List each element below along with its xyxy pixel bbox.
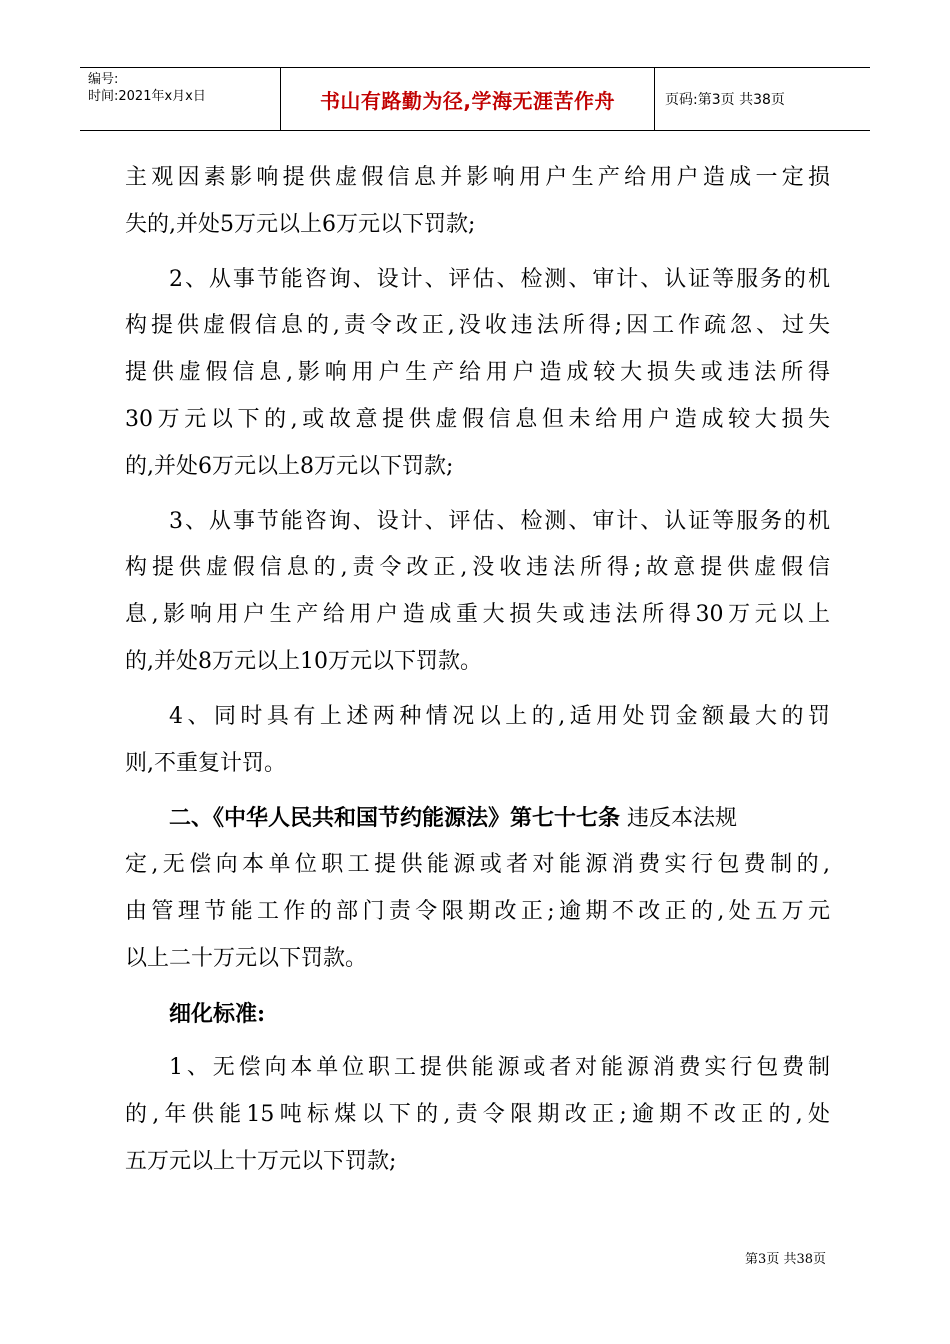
page-header (80, 67, 870, 131)
page-footer-number: 第3页 共38页 (745, 1252, 826, 1267)
header-motto: 书山有路勤为径,学海无涯苦作舟 (281, 68, 655, 130)
article-heading: 二、《中华人民共和国节约能源法》第七十七条 (169, 805, 621, 832)
body-line: 息,影响用户生产给用户造成重大损失或违法所得30万元以上 (125, 602, 830, 628)
header-meta (80, 68, 281, 130)
header-page-number: 页码:第3页 共38页 (665, 92, 785, 108)
document-date-label: 时间:2021年x月x日 (88, 89, 206, 104)
body-line: 定,无偿向本单位职工提供能源或者对能源消费实行包费制的, (125, 852, 830, 878)
body-line: 4、同时具有上述两种情况以上的,适用处罚金额最大的罚 (169, 703, 830, 729)
article-heading-line (125, 795, 830, 842)
document-body (125, 155, 830, 1186)
section-heading: 细化标准: (169, 1000, 266, 1027)
body-line: 五万元以上十万元以下罚款; (125, 1148, 397, 1174)
body-line: 则,不重复计罚。 (125, 750, 286, 776)
body-line: 构提供虚假信息的,责令改正,没收违法所得;故意提供虚假信 (125, 555, 830, 581)
document-number-label: 编号: (88, 72, 119, 87)
body-line: 构提供虚假信息的,责令改正,没收违法所得;因工作疏忽、过失 (125, 313, 830, 339)
body-line: 的,并处6万元以上8万元以下罚款; (125, 453, 454, 479)
body-line: 提供虚假信息,影响用户生产给用户造成较大损失或违法所得 (125, 360, 830, 386)
body-line: 3、从事节能咨询、设计、评估、检测、审计、认证等服务的机 (169, 508, 830, 534)
body-line: 的,年供能15吨标煤以下的,责令限期改正;逾期不改正的,处 (125, 1102, 830, 1128)
body-line: 30万元以下的,或故意提供虚假信息但未给用户造成较大损失 (125, 406, 830, 432)
body-line: 主观因素影响提供虚假信息并影响用户生产给用户造成一定损 (125, 165, 830, 190)
body-line: 2、从事节能咨询、设计、评估、检测、审计、认证等服务的机 (169, 266, 830, 292)
body-line: 由管理节能工作的部门责令限期改正;逾期不改正的,处五万元 (125, 898, 830, 924)
article-heading-tail: 违反本法规 (627, 806, 738, 832)
body-line: 以上二十万元以下罚款。 (125, 945, 368, 971)
body-line: 1、无偿向本单位职工提供能源或者对能源消费实行包费制 (169, 1055, 830, 1081)
body-line: 的,并处8万元以上10万元以下罚款。 (125, 648, 482, 674)
body-line: 失的,并处5万元以上6万元以下罚款; (125, 211, 476, 237)
